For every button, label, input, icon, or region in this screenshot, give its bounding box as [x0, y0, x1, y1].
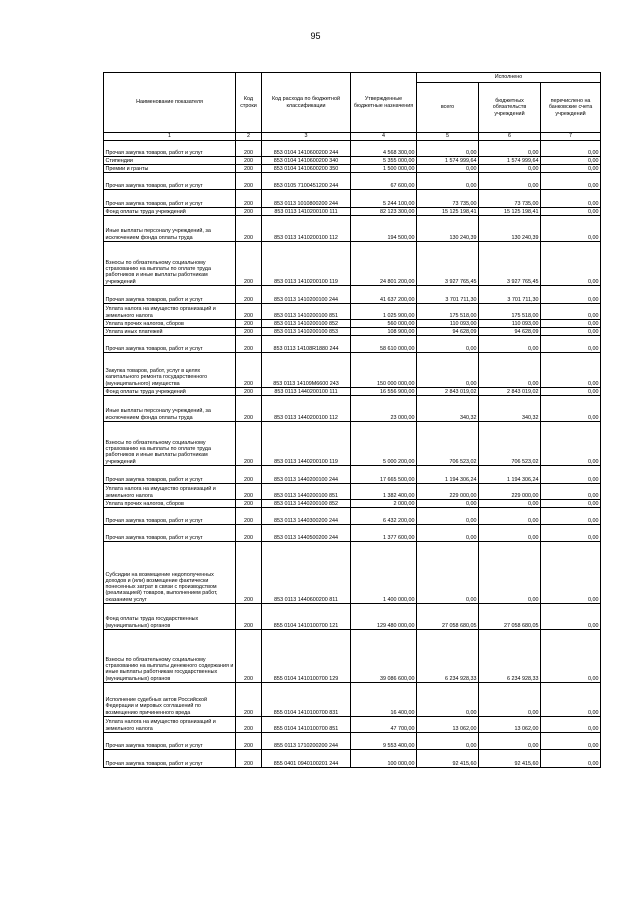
table-row	[104, 733, 601, 750]
row-indicator-name: Прочая закупка товаров, работ и услуг	[104, 466, 236, 484]
row-executed-transfer: 0,00	[541, 320, 601, 328]
row-approved: 24 801 200,00	[351, 242, 417, 286]
row-executed-budget: 6 234 928,33	[479, 630, 541, 683]
table-row	[104, 422, 601, 466]
column-index: 3	[262, 133, 351, 141]
table-row	[104, 208, 601, 216]
row-executed-transfer: 0,00	[541, 500, 601, 508]
row-executed-budget: 94 628,09	[479, 328, 541, 336]
row-indicator-name: Закупка товаров, работ, услуг в целях капитального ремонта государственного (муниципального) имущества	[104, 353, 236, 388]
row-executed-transfer: 0,00	[541, 173, 601, 190]
row-executed-transfer: 0,00	[541, 750, 601, 768]
row-expense-code: 853 0113 1410200100 111	[262, 208, 351, 216]
row-approved: 560 000,00	[351, 320, 417, 328]
row-executed-transfer: 0,00	[541, 484, 601, 500]
row-code: 200	[236, 208, 262, 216]
table-row	[104, 604, 601, 630]
row-executed-budget: 1 574 999,64	[479, 157, 541, 165]
row-executed-transfer: 0,00	[541, 508, 601, 525]
row-executed-budget: 0,00	[479, 141, 541, 157]
row-approved: 5 244 100,00	[351, 190, 417, 208]
row-indicator-name: Фонд оплаты труда государственных (муниципальных) органов	[104, 604, 236, 630]
header-expense-code: Код расхода по бюджетной классификации	[262, 73, 351, 133]
row-code: 200	[236, 304, 262, 320]
row-executed-transfer: 0,00	[541, 396, 601, 422]
table-row	[104, 750, 601, 768]
row-indicator-name: Прочая закупка товаров, работ и услуг	[104, 733, 236, 750]
row-approved: 16 400,00	[351, 683, 417, 717]
row-code: 200	[236, 733, 262, 750]
row-executed-budget: 13 062,00	[479, 717, 541, 733]
table-row	[104, 396, 601, 422]
header-approved: Утвержденные бюджетные назначения	[351, 73, 417, 133]
row-code: 200	[236, 242, 262, 286]
column-index: 1	[104, 133, 236, 141]
row-executed-budget: 0,00	[479, 336, 541, 353]
row-executed-transfer: 0,00	[541, 190, 601, 208]
row-code: 200	[236, 320, 262, 328]
row-executed-total: 130 240,39	[417, 216, 479, 242]
row-code: 200	[236, 466, 262, 484]
row-expense-code: 855 0401 0940100201 244	[262, 750, 351, 768]
row-executed-transfer: 0,00	[541, 604, 601, 630]
row-approved: 41 637 200,00	[351, 286, 417, 304]
row-approved: 194 500,00	[351, 216, 417, 242]
row-code: 200	[236, 604, 262, 630]
row-expense-code: 853 0113 14109M6600 243	[262, 353, 351, 388]
row-indicator-name: Уплата прочих налогов, сборов	[104, 500, 236, 508]
row-executed-budget: 2 843 019,02	[479, 388, 541, 396]
table-row	[104, 173, 601, 190]
row-indicator-name: Стипендии	[104, 157, 236, 165]
row-executed-total: 706 523,02	[417, 422, 479, 466]
table-row	[104, 508, 601, 525]
row-executed-transfer: 0,00	[541, 216, 601, 242]
row-code: 200	[236, 750, 262, 768]
header-executed-total: всего	[417, 83, 479, 133]
row-executed-total: 0,00	[417, 165, 479, 173]
row-expense-code: 853 0113 1410200100 853	[262, 328, 351, 336]
row-indicator-name: Фонд оплаты труда учреждений	[104, 208, 236, 216]
row-executed-total: 0,00	[417, 336, 479, 353]
row-code: 200	[236, 525, 262, 542]
header-indicator-name: Наименование показателя	[104, 73, 236, 133]
table-row	[104, 165, 601, 173]
row-indicator-name: Уплата иных платежей	[104, 328, 236, 336]
row-approved: 58 610 000,00	[351, 336, 417, 353]
row-code: 200	[236, 388, 262, 396]
table-row	[104, 190, 601, 208]
row-approved: 100 000,00	[351, 750, 417, 768]
row-expense-code: 853 0113 1440200100 851	[262, 484, 351, 500]
row-executed-transfer: 0,00	[541, 525, 601, 542]
table-row	[104, 353, 601, 388]
row-executed-transfer: 0,00	[541, 683, 601, 717]
row-code: 200	[236, 190, 262, 208]
row-expense-code: 853 0105 7100451200 244	[262, 173, 351, 190]
table-row	[104, 525, 601, 542]
page-number: 95	[310, 31, 321, 41]
row-indicator-name: Уплата прочих налогов, сборов	[104, 320, 236, 328]
table-row	[104, 630, 601, 683]
row-expense-code: 853 0104 1410600200 350	[262, 165, 351, 173]
row-expense-code: 853 0113 14108R1880 244	[262, 336, 351, 353]
row-executed-budget: 73 735,00	[479, 190, 541, 208]
table-row	[104, 320, 601, 328]
row-expense-code: 853 0113 1440200100 244	[262, 466, 351, 484]
row-executed-budget: 0,00	[479, 508, 541, 525]
row-indicator-name: Взносы по обязательному социальному страхованию на выплаты по оплате труда работников и иные выплаты работникам учреждений	[104, 422, 236, 466]
row-executed-total: 0,00	[417, 173, 479, 190]
row-approved: 47 700,00	[351, 717, 417, 733]
row-code: 200	[236, 157, 262, 165]
row-indicator-name: Прочая закупка товаров, работ и услуг	[104, 286, 236, 304]
row-executed-budget: 3 927 765,45	[479, 242, 541, 286]
row-expense-code: 855 0113 1710200200 244	[262, 733, 351, 750]
row-executed-total: 0,00	[417, 733, 479, 750]
row-executed-budget: 175 518,00	[479, 304, 541, 320]
header-executed-transfer: перечислено на банковские счета учреждений	[541, 83, 601, 133]
row-indicator-name: Прочая закупка товаров, работ и услуг	[104, 750, 236, 768]
row-indicator-name: Премии и гранты	[104, 165, 236, 173]
row-approved: 1 025 900,00	[351, 304, 417, 320]
row-expense-code: 853 0113 1440600200 811	[262, 542, 351, 604]
table-row	[104, 141, 601, 157]
row-executed-total: 73 735,00	[417, 190, 479, 208]
row-expense-code: 853 0113 1440500200 244	[262, 525, 351, 542]
row-code: 200	[236, 542, 262, 604]
row-executed-transfer: 0,00	[541, 542, 601, 604]
table-row	[104, 328, 601, 336]
header-executed-budget: бюджетных обязательств учреждений	[479, 83, 541, 133]
row-code: 200	[236, 216, 262, 242]
row-executed-budget: 0,00	[479, 683, 541, 717]
row-indicator-name: Иные выплаты персоналу учреждений, за исключением фонда оплаты труда	[104, 396, 236, 422]
row-executed-transfer: 0,00	[541, 286, 601, 304]
row-executed-transfer: 0,00	[541, 165, 601, 173]
row-executed-transfer: 0,00	[541, 733, 601, 750]
row-executed-total: 92 415,60	[417, 750, 479, 768]
column-index: 5	[417, 133, 479, 141]
row-executed-total: 175 518,00	[417, 304, 479, 320]
row-approved: 1 377 600,00	[351, 525, 417, 542]
row-executed-total: 1 574 999,64	[417, 157, 479, 165]
row-executed-budget: 27 058 680,05	[479, 604, 541, 630]
row-indicator-name: Исполнение судебных актов Российской Федерации и мировых соглашений по возмещению причиненного вреда	[104, 683, 236, 717]
row-indicator-name: Субсидии на возмещение недополученных доходов и (или) возмещение фактически понесенных затрат в связи с производством (реализацией) товаров, выполнением работ, оказанием услуг	[104, 542, 236, 604]
row-executed-budget: 229 000,00	[479, 484, 541, 500]
row-executed-total: 0,00	[417, 542, 479, 604]
row-executed-budget: 706 523,02	[479, 422, 541, 466]
column-index: 4	[351, 133, 417, 141]
row-expense-code: 853 0113 1440200100 852	[262, 500, 351, 508]
row-expense-code: 853 0113 1440200100 119	[262, 422, 351, 466]
table-row	[104, 388, 601, 396]
table-row	[104, 500, 601, 508]
row-executed-transfer: 0,00	[541, 353, 601, 388]
row-expense-code: 853 0113 1410200100 119	[262, 242, 351, 286]
row-executed-total: 229 000,00	[417, 484, 479, 500]
row-approved: 2 000,00	[351, 500, 417, 508]
row-expense-code: 853 0104 1410600200 244	[262, 141, 351, 157]
row-indicator-name: Иные выплаты персоналу учреждений, за исключением фонда оплаты труда	[104, 216, 236, 242]
row-code: 200	[236, 286, 262, 304]
row-executed-budget: 0,00	[479, 733, 541, 750]
row-code: 200	[236, 173, 262, 190]
row-expense-code: 853 0104 1410600200 340	[262, 157, 351, 165]
row-approved: 16 556 900,00	[351, 388, 417, 396]
row-approved: 82 123 300,00	[351, 208, 417, 216]
row-executed-transfer: 0,00	[541, 422, 601, 466]
table-row	[104, 484, 601, 500]
row-code: 200	[236, 141, 262, 157]
row-executed-budget: 15 125 198,41	[479, 208, 541, 216]
row-approved: 17 665 500,00	[351, 466, 417, 484]
row-executed-total: 340,32	[417, 396, 479, 422]
row-executed-total: 0,00	[417, 525, 479, 542]
row-approved: 129 480 000,00	[351, 604, 417, 630]
row-approved: 1 400 000,00	[351, 542, 417, 604]
row-executed-budget: 110 093,00	[479, 320, 541, 328]
row-code: 200	[236, 328, 262, 336]
table-row	[104, 242, 601, 286]
row-code: 200	[236, 630, 262, 683]
row-executed-transfer: 0,00	[541, 242, 601, 286]
row-indicator-name: Прочая закупка товаров, работ и услуг	[104, 508, 236, 525]
row-approved: 23 000,00	[351, 396, 417, 422]
row-approved: 6 432 200,00	[351, 508, 417, 525]
row-executed-total: 3 927 765,45	[417, 242, 479, 286]
row-executed-total: 3 701 711,30	[417, 286, 479, 304]
table-row	[104, 216, 601, 242]
row-executed-transfer: 0,00	[541, 388, 601, 396]
row-executed-budget: 130 240,39	[479, 216, 541, 242]
row-executed-total: 0,00	[417, 500, 479, 508]
row-executed-total: 2 843 019,02	[417, 388, 479, 396]
row-indicator-name: Уплата налога на имущество организаций и земельного налога	[104, 304, 236, 320]
table-row	[104, 542, 601, 604]
row-expense-code: 855 0104 1410100700 831	[262, 683, 351, 717]
row-executed-total: 15 125 198,41	[417, 208, 479, 216]
row-executed-transfer: 0,00	[541, 208, 601, 216]
table-row	[104, 717, 601, 733]
row-expense-code: 853 0113 1410200100 244	[262, 286, 351, 304]
header-executed: Исполнено	[417, 73, 601, 83]
row-executed-transfer: 0,00	[541, 328, 601, 336]
row-executed-total: 0,00	[417, 508, 479, 525]
row-executed-budget: 92 415,60	[479, 750, 541, 768]
row-expense-code: 853 0113 1440200100 112	[262, 396, 351, 422]
column-index-row	[104, 133, 601, 141]
row-expense-code: 853 0113 1010800200 244	[262, 190, 351, 208]
header-row-code: Код строки	[236, 73, 262, 133]
row-executed-transfer: 0,00	[541, 141, 601, 157]
row-executed-total: 0,00	[417, 683, 479, 717]
row-executed-total: 110 093,00	[417, 320, 479, 328]
row-executed-transfer: 0,00	[541, 157, 601, 165]
row-executed-transfer: 0,00	[541, 304, 601, 320]
row-code: 200	[236, 353, 262, 388]
row-executed-budget: 0,00	[479, 525, 541, 542]
row-executed-transfer: 0,00	[541, 466, 601, 484]
table-row	[104, 157, 601, 165]
row-expense-code: 855 0104 1410100700 851	[262, 717, 351, 733]
row-code: 200	[236, 500, 262, 508]
row-executed-budget: 3 701 711,30	[479, 286, 541, 304]
row-code: 200	[236, 422, 262, 466]
row-executed-budget: 1 194 306,24	[479, 466, 541, 484]
row-code: 200	[236, 484, 262, 500]
row-executed-total: 94 628,09	[417, 328, 479, 336]
row-code: 200	[236, 508, 262, 525]
row-approved: 1 500 000,00	[351, 165, 417, 173]
row-indicator-name: Прочая закупка товаров, работ и услуг	[104, 336, 236, 353]
row-executed-total: 6 234 928,33	[417, 630, 479, 683]
table-row	[104, 286, 601, 304]
row-code: 200	[236, 165, 262, 173]
column-index: 6	[479, 133, 541, 141]
row-executed-total: 27 058 680,05	[417, 604, 479, 630]
row-expense-code: 853 0113 1410200100 851	[262, 304, 351, 320]
row-executed-budget: 0,00	[479, 500, 541, 508]
row-code: 200	[236, 683, 262, 717]
row-executed-total: 1 194 306,24	[417, 466, 479, 484]
row-expense-code: 853 0113 1440300200 244	[262, 508, 351, 525]
row-approved: 108 900,00	[351, 328, 417, 336]
table-row	[104, 683, 601, 717]
row-expense-code: 853 0113 1440200100 111	[262, 388, 351, 396]
row-indicator-name: Уплата налога на имущество организаций и земельного налога	[104, 484, 236, 500]
row-indicator-name: Взносы по обязательному социальному страхованию на выплаты по оплате труда работников и иные выплаты работникам учреждений	[104, 242, 236, 286]
row-executed-budget: 0,00	[479, 542, 541, 604]
row-expense-code: 853 0113 1410200100 852	[262, 320, 351, 328]
row-executed-transfer: 0,00	[541, 717, 601, 733]
row-approved: 5 355 000,00	[351, 157, 417, 165]
row-approved: 67 600,00	[351, 173, 417, 190]
row-approved: 1 382 400,00	[351, 484, 417, 500]
row-executed-transfer: 0,00	[541, 630, 601, 683]
row-indicator-name: Фонд оплаты труда учреждений	[104, 388, 236, 396]
row-indicator-name: Прочая закупка товаров, работ и услуг	[104, 173, 236, 190]
table-row	[104, 336, 601, 353]
row-code: 200	[236, 717, 262, 733]
row-expense-code: 853 0113 1410200100 112	[262, 216, 351, 242]
row-approved: 9 553 400,00	[351, 733, 417, 750]
row-executed-budget: 0,00	[479, 165, 541, 173]
row-code: 200	[236, 396, 262, 422]
row-approved: 4 568 300,00	[351, 141, 417, 157]
row-code: 200	[236, 336, 262, 353]
row-approved: 5 000 200,00	[351, 422, 417, 466]
row-indicator-name: Уплата налога на имущество организаций и земельного налога	[104, 717, 236, 733]
row-executed-budget: 340,32	[479, 396, 541, 422]
row-executed-budget: 0,00	[479, 353, 541, 388]
row-expense-code: 855 0104 1410100700 121	[262, 604, 351, 630]
row-approved: 39 086 600,00	[351, 630, 417, 683]
row-expense-code: 855 0104 1410100700 129	[262, 630, 351, 683]
row-indicator-name: Прочая закупка товаров, работ и услуг	[104, 190, 236, 208]
table-row	[104, 304, 601, 320]
row-executed-total: 13 062,00	[417, 717, 479, 733]
budget-execution-table	[103, 72, 601, 768]
row-executed-budget: 0,00	[479, 173, 541, 190]
row-indicator-name: Взносы по обязательному социальному страхованию на выплаты денежного содержания и иные выплаты работникам государственных (муниципальных) органов	[104, 630, 236, 683]
table-row	[104, 466, 601, 484]
column-index: 7	[541, 133, 601, 141]
row-executed-total: 0,00	[417, 353, 479, 388]
row-executed-total: 0,00	[417, 141, 479, 157]
row-indicator-name: Прочая закупка товаров, работ и услуг	[104, 141, 236, 157]
row-approved: 150 000 000,00	[351, 353, 417, 388]
column-index: 2	[236, 133, 262, 141]
row-executed-transfer: 0,00	[541, 336, 601, 353]
row-indicator-name: Прочая закупка товаров, работ и услуг	[104, 525, 236, 542]
